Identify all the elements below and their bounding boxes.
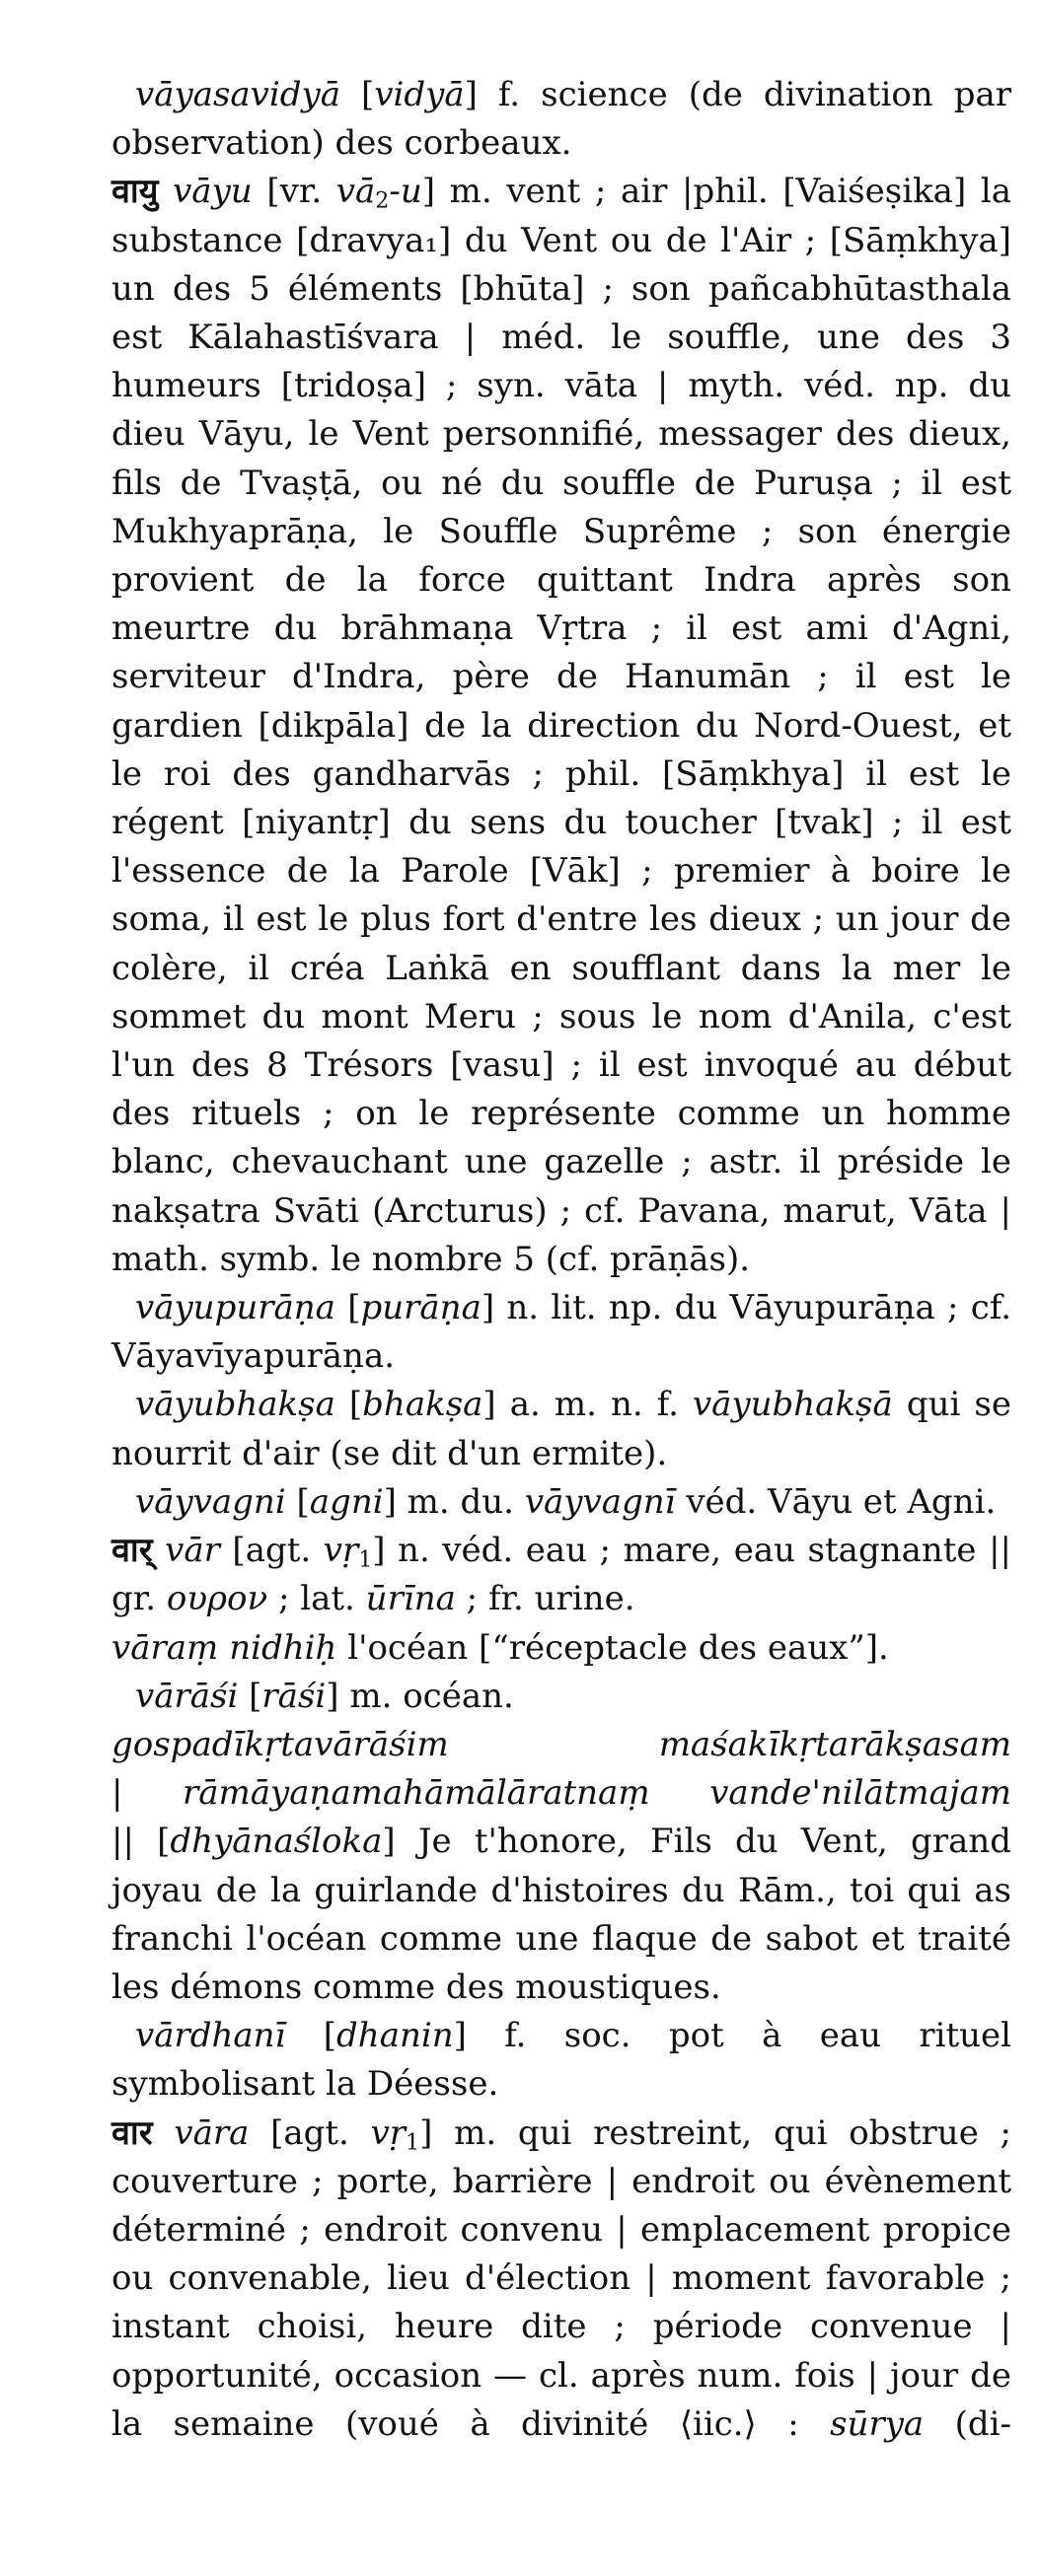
verse-pada-2: maśakīkṛtarākṣasam bbox=[658, 1724, 1011, 1764]
headword: vār bbox=[165, 1531, 220, 1571]
etymology: purāṇa bbox=[360, 1288, 482, 1328]
devanagari-headword: वार् bbox=[111, 1531, 153, 1571]
headword: vārdhanī bbox=[135, 2016, 286, 2056]
definition: l'océan [“réceptacle des eaux”]. bbox=[336, 1627, 889, 1668]
entry-vayu: वायु vāyu [vr. $vā_2-u$] m. vent ; air |phil. [Vaiśeṣika] la substance [dravya₁] du Vent ou de l'Air ; [Sāṃkhya] un des 5 éléments [bhūta] ; son pañcabhūtasthala est Kālahastīśvara | méd. le souffle, une des 3 humeurs [tridoṣa] ; syn. vāta | myth. véd. np. du dieu Vāyu, le Vent personnifié, messager des dieux, fils de Tvaṣṭā, ou né du souffle de Puruṣa ; il est Mukhyaprāṇa, le Souffle Suprême ; son énergie provient de la force quittant Indra après son meurtre du brāhmaṇa Vṛtra ; il est ami d'Agni, serviteur d'Indra, père de Hanumān ; il est le gardien [dikpāla] de la direction du Nord-Ouest, et le roi des gandharvās ; phil. [Sāṃkhya] il est le régent [niyantṛ] du sens du toucher [tvak] ; il est l'essence de la Parole [Vāk] ; premier à boire le soma, il est le plus fort d'entre les dieux ; un jour de colère, il créa Laṅkā en soufflant dans la mer le sommet du mont Meru ; sous le nom d'Anila, c'est l'un des 8 Trésors [vasu] ; il est invoqué au début des rituels ; on le représente comme un homme blanc, chevauchant une gazelle ; astr. il préside le nakṣatra Svāti (Arcturus) ; cf. Pavana, marut, Vāta | math. symb. le nombre 5 (cf. prāṇās). bbox=[111, 172, 1012, 1279]
entry-varasi: vārāśi [rāśi] m. océan. bbox=[135, 1676, 514, 1716]
definition-end: (di- bbox=[924, 2403, 1011, 2444]
etymology: bhakṣa bbox=[362, 1385, 483, 1425]
verse-prefix: || [ bbox=[111, 1822, 171, 1862]
definition: m. océan. bbox=[338, 1676, 514, 1716]
verse-pada-4: vande'nilātmajam bbox=[709, 1773, 1011, 1814]
verse-pada-3: rāmāyaṇamahāmālāratnaṃ bbox=[182, 1773, 650, 1814]
dual-form: vāyvagnī bbox=[524, 1481, 676, 1522]
etymology-root: vṛ bbox=[323, 1531, 359, 1571]
definition: m. vent ; air |phil. [Vaiśeṣika] la substance [dravya₁] du Vent ou de l'Air ; [Sāṃkhya] un des 5 éléments [bhūta] ; son pañcabhūtasthala est Kālahastīśvara | méd. le souffle, une des 3 humeurs [tridoṣa] ; syn. vāta | myth. véd. np. du dieu Vāyu, le Vent personnifié, messager des dieux, fils de Tvaṣṭā, ou né du souffle de Puruṣa ; il est Mukhyaprāṇa, le Souffle Suprême ; son énergie provient de la force quittant Indra après son meurtre du brāhmaṇa Vṛtra ; il est ami d'Agni, serviteur d'Indra, père de Hanumān ; il est le gardien [dikpāla] de la direction du Nord-Ouest, et le roi des gandharvās ; phil. [Sāṃkhya] il est le régent [niyantṛ] du sens du toucher [tvak] ; il est l'essence de la Parole [Vāk] ; premier à boire le soma, il est le plus fort d'entre les dieux ; un jour de colère, il créa Laṅkā en soufflant dans la mer le sommet du mont Meru ; sous le nom d'Anila, c'est l'un des 8 Trésors [vasu] ; il est invoqué au début des rituels ; on le représente comme un homme blanc, chevauchant une gazelle ; astr. il préside le nakṣatra Svāti (Arcturus) ; cf. Pavana, marut, Vāta | math. symb. le nombre 5 (cf. prāṇās). bbox=[111, 172, 1012, 1279]
surya-word: sūrya bbox=[830, 2403, 925, 2444]
etymology: dhyānaśloka bbox=[170, 1822, 383, 1862]
phrase: vāraṃ nidhiḥ bbox=[111, 1627, 337, 1668]
definition: n. lit. np. du Vāyupurāṇa ; cf. Vāyavīyapurāṇa. bbox=[111, 1288, 1012, 1377]
etymology-subscript: 1 bbox=[358, 1546, 373, 1573]
entry-vara: वार vāra [agt. vṛ$_1$] m. qui restreint, qui obstrue ; couverture ; porte, barrière | endroit ou évènement déterminé ; endroit convenu | emplacement propice ou convenable, lieu d'élection | moment favorable ; instant choisi, heure dite ; période convenue | opportunité, occasion — cl. après num. fois | jour de la semaine (voué à divinité ⟨iic.⟩ : sūrya (di- bbox=[111, 2112, 1011, 2444]
grammar: m. du. bbox=[396, 1481, 525, 1522]
devanagari-headword: वार bbox=[111, 2112, 153, 2153]
entry-varam-nidhih bbox=[111, 1624, 1011, 1673]
etymology-subscript: 1 bbox=[406, 2129, 420, 2156]
greek-cognate: ουρον bbox=[166, 1579, 268, 1619]
entry-vardhani: vārdhanī [dhanin] f. soc. pot à eau rituel symbolisant la Déesse. bbox=[111, 2016, 1012, 2105]
etymology: vidyā bbox=[374, 75, 465, 114]
etymology: rāśi bbox=[261, 1676, 327, 1716]
definition: qui se nourrit d'air (se dit d'un ermite). bbox=[111, 1385, 1011, 1473]
headword: vāyasavidyā bbox=[135, 75, 341, 114]
verse-line-2 bbox=[111, 1769, 1011, 1818]
verse-block bbox=[111, 1721, 1011, 2012]
devanagari-headword: वायु bbox=[111, 172, 159, 212]
etymology: dhanin bbox=[336, 2016, 454, 2056]
definition-end: ; fr. urine. bbox=[455, 1579, 635, 1619]
etymology-prefix: vr. bbox=[279, 172, 336, 212]
definition: m. qui restreint, qui obstrue ; couverture ; porte, barrière | endroit ou évènement déterminé ; endroit convenu | emplacement propice ou convenable, lieu d'élection | moment favorable ; instant choisi, heure dite ; période convenue | opportunité, occasion — cl. après num. fois | jour de la semaine (voué à divinité ⟨iic.⟩ : bbox=[111, 2112, 1011, 2444]
entry-vayubhaksa: vāyubhakṣa [bhakṣa] a. m. n. f. vāyubhakṣā qui se nourrit d'air (se dit d'un ermite). bbox=[111, 1385, 1011, 1473]
etymology: agni bbox=[309, 1481, 384, 1522]
definition: f. soc. pot à eau rituel symbolisant la Déesse. bbox=[111, 2016, 1012, 2105]
definition-cont: ; lat. bbox=[267, 1579, 366, 1619]
entry-vayvagni: vāyvagni [agni] m. du. vāyvagnī véd. Vāyu et Agni. bbox=[135, 1481, 997, 1522]
definition: véd. Vāyu et Agni. bbox=[675, 1481, 997, 1522]
verse-line-1 bbox=[111, 1721, 1011, 1769]
entry-vayupurana: vāyupurāṇa [purāṇa] n. lit. np. du Vāyupurāṇa ; cf. Vāyavīyapurāṇa. bbox=[111, 1288, 1012, 1377]
headword: vāyvagni bbox=[135, 1481, 286, 1522]
entry-var: वार् vār [agt. vṛ$_1$] n. véd. eau ; mare, eau stagnante || gr. ουρον ; lat. ūrīna ; fr. urine. bbox=[111, 1531, 1011, 1619]
etymology-root: vā bbox=[335, 172, 376, 212]
entry-vayasavidya: vāyasavidyā [vidyā] f. science (de divination par observation) des corbeaux. bbox=[111, 75, 1011, 164]
dictionary-column bbox=[111, 71, 1011, 2449]
headword: vāyupurāṇa bbox=[135, 1288, 335, 1328]
etymology-root: vṛ bbox=[370, 2112, 407, 2153]
grammar: a. m. n. f. bbox=[495, 1385, 693, 1425]
definition: f. science (de divination par observation) des corbeaux. bbox=[111, 75, 1011, 164]
verse-translation bbox=[111, 1818, 1011, 2012]
headword: vāra bbox=[174, 2112, 250, 2153]
etymology-subscript: 2 bbox=[375, 187, 390, 214]
verse-pada-1: gospadīkṛtavārāśim bbox=[111, 1724, 449, 1764]
feminine-form: vāyubhakṣā bbox=[692, 1385, 893, 1425]
verse-separator: | bbox=[111, 1773, 123, 1814]
etymology-suffix: -u bbox=[389, 172, 422, 212]
etymology-prefix: agt. bbox=[245, 1531, 324, 1571]
headword: vāyubhakṣa bbox=[135, 1385, 335, 1425]
headword: vārāśi bbox=[135, 1676, 239, 1716]
definition: n. véd. eau ; mare, eau stagnante || gr. bbox=[111, 1531, 1011, 1619]
latin-cognate: ūrīna bbox=[365, 1579, 456, 1619]
etymology-prefix: agt. bbox=[283, 2112, 371, 2153]
headword: vāyu bbox=[173, 172, 253, 212]
translation-text: ] Je t'honore, Fils du Vent, grand joyau de la guirlande d'histoires du Rām., toi qui as franchi l'océan comme une flaque de sabot et traité les démons comme des moustiques. bbox=[111, 1822, 1012, 2007]
